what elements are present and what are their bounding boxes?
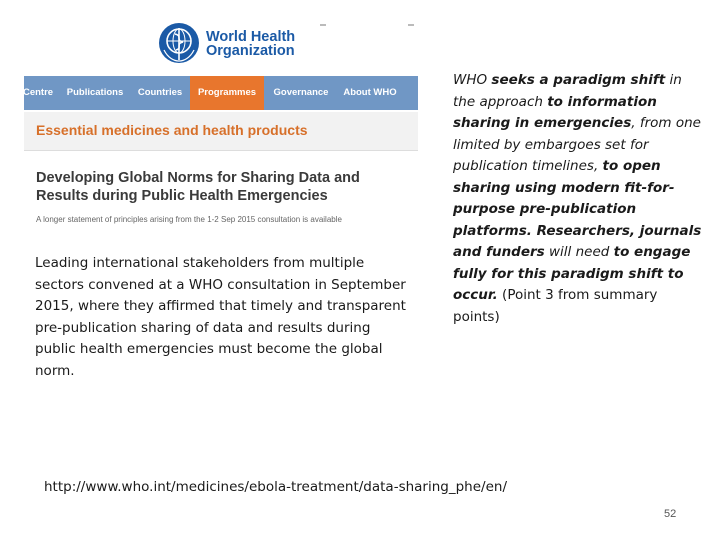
nav-item-countries[interactable]: Countries <box>137 87 183 98</box>
artifact-mark <box>408 24 414 26</box>
page-title: Developing Global Norms for Sharing Data and Results during Public Health Emergencies <box>36 170 360 204</box>
source-url-link[interactable]: http://www.who.int/medicines/ebola-treatment/data-sharing_phe/en/ <box>44 479 507 495</box>
nav-item-centre[interactable]: Centre <box>22 87 54 98</box>
right-text-segment: will need <box>544 244 614 260</box>
right-text-emphasis: to information sharing in emergencies <box>453 93 657 131</box>
right-text-emphasis: to open sharing using modern fit-for-purpose pre-publication platforms. Researchers, journals and funders <box>453 158 702 260</box>
right-text-segment: WHO <box>453 72 492 88</box>
section-title[interactable]: Essential medicines and health products <box>36 122 308 138</box>
nav-item-about-who[interactable]: About WHO <box>343 87 397 98</box>
main-nav <box>24 76 418 110</box>
nav-item-programmes[interactable]: Programmes <box>190 76 264 110</box>
logo-line-2: Organization <box>206 43 295 59</box>
right-paragraph <box>453 70 705 328</box>
right-text-segment: , from one limited by embargoes set for publication timelines, <box>453 115 701 174</box>
nav-item-governance[interactable]: Governance <box>273 87 329 98</box>
slide-page-number: 52 <box>664 508 677 520</box>
who-logo[interactable] <box>156 20 296 66</box>
who-emblem-icon <box>156 20 202 66</box>
left-paragraph: Leading international stakeholders from multiple sectors convened at a WHO consultation in September 2015, where they affirmed that timely and transparent pre-publication sharing of data and results during public health emergencies must become the global norm. <box>35 255 406 379</box>
artifact-mark <box>320 24 326 26</box>
right-text-citation: (Point 3 from summary points) <box>453 287 658 325</box>
who-webpage-screenshot <box>24 12 418 236</box>
right-text-emphasis: seeks a paradigm shift <box>491 72 666 88</box>
right-text-segment: in the approach <box>453 72 682 110</box>
who-logo-text <box>206 30 295 58</box>
section-header <box>24 112 418 151</box>
right-text-emphasis: to engage fully for this paradigm shift to occur. <box>453 244 691 303</box>
nav-item-publications[interactable]: Publications <box>66 87 124 98</box>
summary-note: A longer statement of principles arising from the 1-2 Sep 2015 consultation is available <box>36 215 342 224</box>
logo-line-1: World Health <box>206 29 296 45</box>
